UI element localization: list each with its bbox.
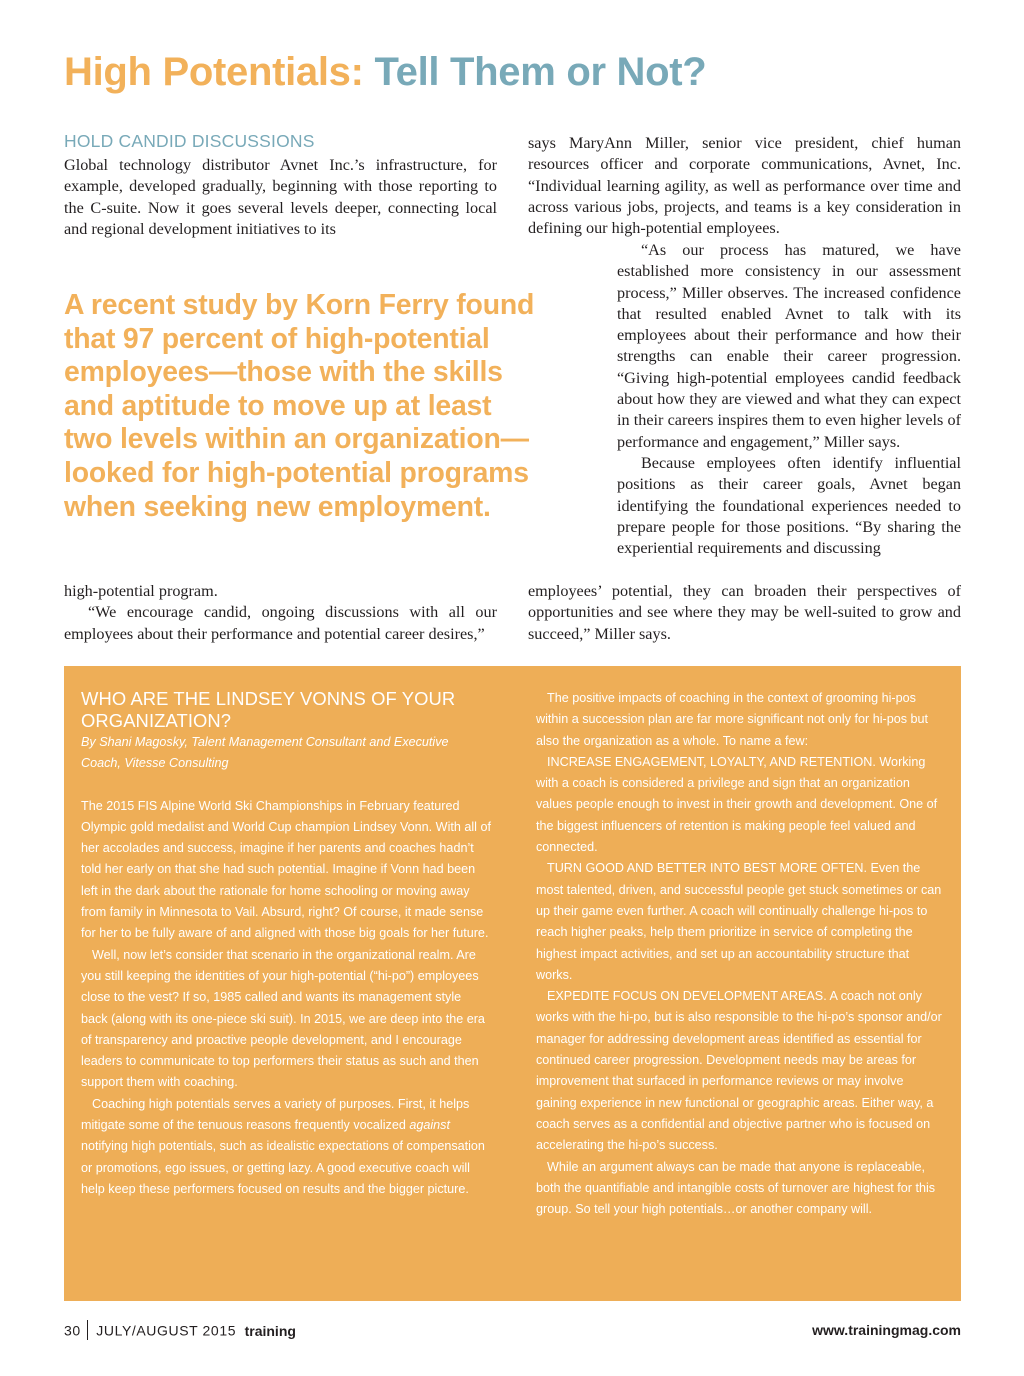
title-part-1: High Potentials: [64,50,364,94]
paragraph: “We encourage candid, ongoing discussions with all our employees about their performance and potential career desires,” [64,603,497,643]
footer-divider [87,1320,89,1340]
pull-quote-line: A recent study by Korn Ferry found [64,289,535,321]
page-number: 30 [64,1322,81,1339]
left-column-top [64,155,497,240]
sidebar-byline: By Shani Magosky, Talent Management Consultant and Executive Coach, Vitesse Consulting [81,735,449,771]
magazine-name: training [244,1322,296,1339]
paragraph: says MaryAnn Miller, senior vice president, chief human resources officer and corporate communications, Avnet, Inc. “Individual learning agility, as well as performance over time and across various jobs, projects, and teams is a key consideration in defining our high-potential employees. [528,134,961,238]
paragraph: employees’ potential, they can broaden their perspectives of opportunities and see where they may be well-suited to grow and succeed,” Miller says. [528,582,961,643]
left-column-bottom [64,581,497,645]
emphasis-text: against [409,1118,450,1133]
sidebar-paragraph: Well, now let’s consider that scenario in the organizational realm. Are you still keeping the identities of your high-potential (“hi-po”) employees close to the vest? If so, 1985 called and wants its management style back (along with its one-piece ski suit). In 2015, we are deep into the era of transparency and proactive people development, and I encourage leaders to communicate to top performers their status as such and then support them with coaching. [81,947,485,1090]
right-column-top [528,133,961,239]
pull-quote-line: when seeking new employment. [64,490,491,523]
sidebar-paragraph: TURN GOOD AND BETTER INTO BEST MORE OFTEN. Even the most talented, driven, and successful people get stuck sometimes or can up their game even further. A coach will continually challenge hi-pos to reach higher peaks, help them prioritize in service of completing the highest impact activities, and set up an accountability structure that works. [536,861,942,982]
sidebar-paragraph: The positive impacts of coaching in the context of grooming hi-pos within a succession plan are far more significant not only for hi-pos but also the organization as a whole. To name a few: [536,691,929,748]
section-heading: HOLD CANDID DISCUSSIONS [64,131,315,151]
paragraph: Because employees often identify influential positions as their career goals, Avnet began identifying the foundational experiences needed to prepare people for those positions. “By sharing the experiential requirements and discussing [617,453,961,558]
sidebar-paragraph: INCREASE ENGAGEMENT, LOYALTY, AND RETENTION. Working with a coach is considered a privilege and sign that an organization values people enough to invest in their growth and development. One of the biggest influencers of retention is making people feel valued and connected. [536,754,938,855]
sidebar-paragraph: The 2015 FIS Alpine World Ski Championships in February featured Olympic gold medalist and World Cup champion Lindsey Vonn. With all of her accolades and success, imagine if her parents and coaches hadn’t told her early on that she had such potential. Imagine if Vonn had been left in the dark about the rationale for home schooling or moving away from family in Minnesota to Vail. Absurd, right? Of course, it made sense for her to be fully aware of and aligned with those big goals for her future. [81,798,491,941]
pull-quote-line: that 97 percent of high-potential [64,322,490,355]
footer-url: www.trainingmag.com [812,1322,961,1338]
text-span: notifying high potentials, such as idealistic expectations of compensation or promotions, ego issues, or getting lazy. A good executive coach will help keep these performers focused on results and the bigger picture. [81,1139,485,1196]
pull-quote-line: and aptitude to move up at least [64,389,492,422]
pull-quote-line: employees—those with the skills [64,356,503,389]
pull-quote-line: two levels within an organization— [64,423,529,456]
pull-quote [64,289,569,524]
sidebar-paragraph: While an argument always can be made that anyone is replaceable, both the quantifiable and intangible costs of turnover are highest for this group. So tell your high potentials…or another company will. [536,1159,936,1217]
paragraph: Global technology distributor Avnet Inc.’s infrastructure, for example, developed gradually, beginning with those reporting to the C-suite. Now it goes several levels deeper, connecting local and regional development initiatives to its [64,156,497,238]
issue-date: JULY/AUGUST 2015 [96,1322,237,1339]
right-column-wrap [617,240,961,559]
sidebar-paragraph: EXPEDITE FOCUS ON DEVELOPMENT AREAS. A coach not only works with the hi-po, but is also responsible to the hi-po’s sponsor and/or manager for addressing development areas identified as essential for continued career progression. Development needs may be areas for improvement that surfaced in performance reviews or may involve gaining experience in new functional or geographic areas. Either way, a coach serves as a confidential and objective partner who is focused on accelerating the hi-po’s success. [536,989,942,1153]
sidebar-paragraph [81,1094,491,1200]
title-part-2: Tell Them or Not? [374,50,707,94]
paragraph: “As our process has matured, we have established more consistency in our assessment process,” Miller observes. The increased confidence that resulted enabled Avnet to talk with its employees about their performance and how their strengths can enable their career progression. “Giving high-potential employees candid feedback about how they are viewed and what they can expect in their careers inspires them to even higher levels of performance and engagement,” Miller says. [617,241,961,451]
text-span: Coaching high potentials serves a variety of purposes. First, it helps mitigate some of the tenuous reasons frequently vocalized [81,1096,470,1133]
sidebar-left-column [81,688,491,1200]
paragraph: high-potential program. [64,582,218,600]
sidebar-box [64,666,961,1301]
pull-quote-line: looked for high-potential programs [64,456,529,489]
sidebar-right-column [536,688,946,1220]
sidebar-title: WHO ARE THE LINDSEY VONNS OF YOUR ORGANIZATION? [81,688,456,731]
right-column-bottom [528,581,961,645]
footer-left [64,1322,296,1342]
page-title [64,50,706,95]
